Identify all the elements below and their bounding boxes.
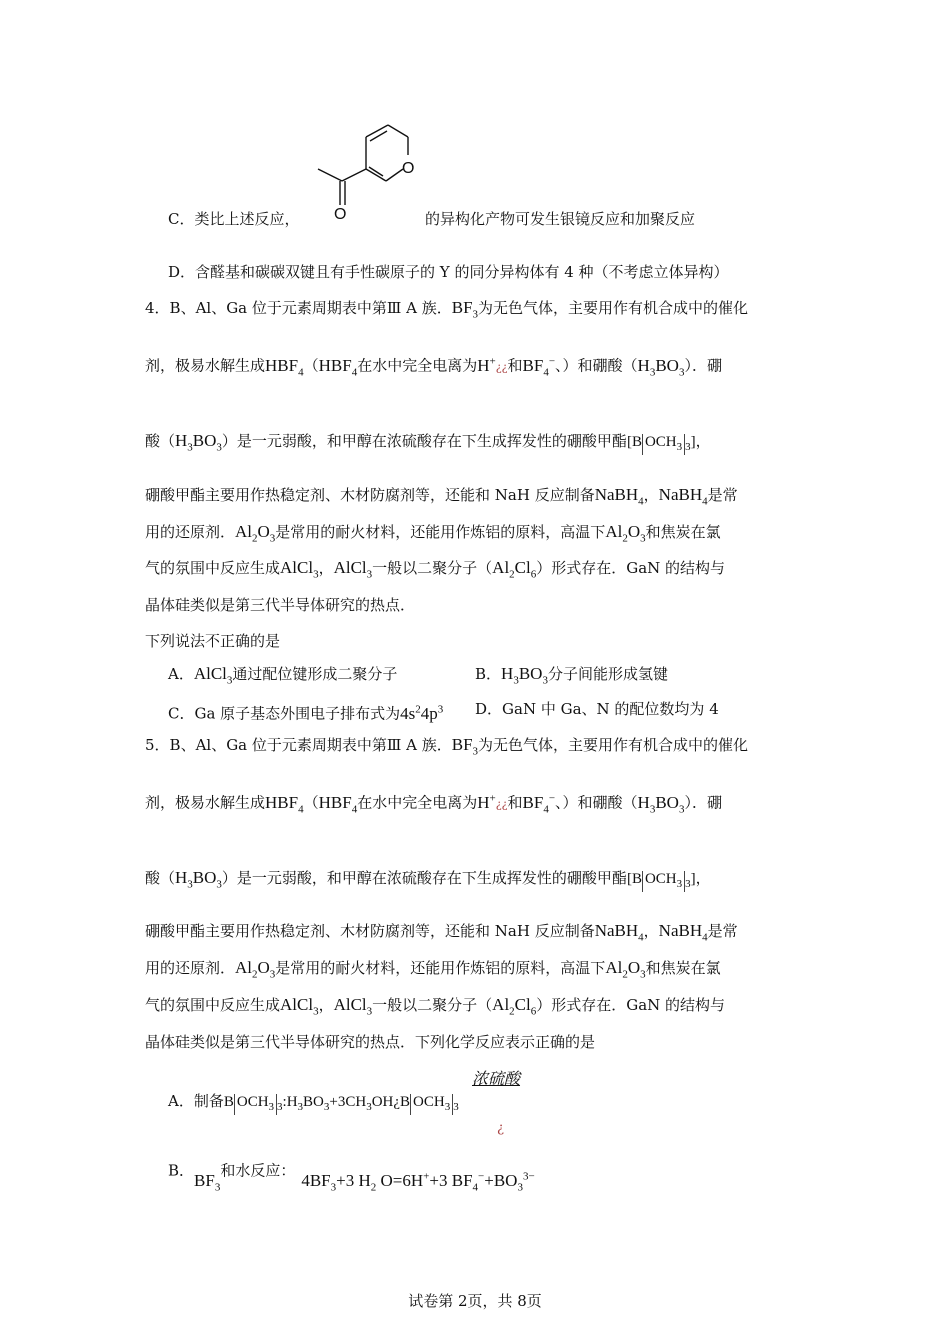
option-d: D．含醛基和碳碳双键且有手性碳原子的 Y 的同分异构体有 4 种（不考虑立体异构） bbox=[168, 263, 729, 281]
q4-line-6: 气的氛围中反应生成AlCl$_3$，AlCl$_3$一般以二聚分子$(Al_2Cl_6)$形式存在．GaN 的结构与 bbox=[145, 558, 726, 581]
ring-oxygen: O bbox=[402, 160, 415, 177]
q5-line-1: 5．B、Al、Ga 位于元素周期表中第Ⅲ A 族．$BF_3$为无色气体，主要用作有机合成中的催化 bbox=[145, 735, 749, 758]
q5-line-2: 剂，极易水解生成$HBF_4(HBF_4$在水中完全电离为H+¿¿和$BF_4^-$、）和硼酸$(H_3BO_3)$．硼 bbox=[145, 792, 722, 816]
q4-line-4: 硼酸甲酯主要用作热稳定剂、木材防腐剂等，还能和 NaH 反应制备NaBH$_4$，NaBH$_4$是常 bbox=[145, 485, 738, 508]
q4-option-c: C．Ga 原子基态外围电子排布式为$4s^24p^3$ bbox=[168, 703, 444, 723]
option-c-tail: 的异构化产物可发生银镜反应和加聚反应 bbox=[425, 210, 696, 228]
q4-line-5: 用的还原剂．$Al_2O_3$是常用的耐火材料，还能用作炼铝的原料，高温下$Al_2O_3$和焦炭在氯 bbox=[145, 522, 721, 545]
pyran-ketone-structure bbox=[300, 115, 440, 225]
q4-stem: 下列说法不正确的是 bbox=[145, 632, 281, 650]
q5-line-7: 晶体硅类似是第三代半导体研究的热点．下列化学反应表示正确的是 bbox=[145, 1033, 596, 1051]
q4-line-2: 剂，极易水解生成$HBF_4(HBF_4$在水中完全电离为H+¿¿和$BF_4^-$、）和硼酸$(H_3BO_3)$．硼 bbox=[145, 355, 722, 379]
q5-option-a: A．制备B $OCH_3$ $_3:H_3BO_3+3CH_3OH¿B$ $OCH_3$ $_3$ bbox=[168, 1092, 459, 1113]
carbonyl-oxygen: O bbox=[334, 206, 347, 223]
q5-line-4: 硼酸甲酯主要用作热稳定剂、木材防腐剂等，还能和 NaH 反应制备NaBH$_4$，NaBH$_4$是常 bbox=[145, 921, 738, 944]
reaction-condition: 浓硫酸 bbox=[472, 1069, 521, 1088]
q4-line-1: 4．B、Al、Ga 位于元素周期表中第Ⅲ A 族．$BF_3$为无色气体，主要用作有机合成中的催化 bbox=[145, 298, 749, 321]
q5-line-3: 酸$(H_3BO_3)$是一元弱酸，和甲醇在浓硫酸存在下生成挥发性的硼酸甲酯[B $OCH_3$ $_3$]， bbox=[145, 868, 711, 891]
q5-line-5: 用的还原剂．$Al_2O_3$是常用的耐火材料，还能用作炼铝的原料，高温下$Al_2O_3$和焦炭在氯 bbox=[145, 958, 721, 981]
option-c: C．类比上述反应， bbox=[168, 210, 300, 228]
q4-line-3: 酸$(H_3BO_3)$是一元弱酸，和甲醇在浓硫酸存在下生成挥发性的硼酸甲酯[B $OCH_3$ $_3$]， bbox=[145, 431, 711, 454]
q5-line-6: 气的氛围中反应生成AlCl$_3$，AlCl$_3$一般以二聚分子$(Al_2Cl_6)$形式存在．GaN 的结构与 bbox=[145, 995, 726, 1018]
q4-line-7: 晶体硅类似是第三代半导体研究的热点． bbox=[145, 596, 416, 614]
q4-option-b: B．$H_3BO_3$分子间能形成氢键 bbox=[475, 664, 668, 687]
page-number: 试卷第 2页，共 8页 bbox=[408, 1292, 542, 1310]
q4-option-a: A．AlCl$_3$通过配位键形成二聚分子 bbox=[168, 664, 398, 687]
q5-option-b: B．$BF_3$和水反应： $4BF_3+3$ $H_2$ O=6H++3 $BF_4^-+BO_3^{3-}$ bbox=[168, 1161, 535, 1194]
reaction-mark: ¿ bbox=[497, 1121, 504, 1136]
q4-option-d: D．GaN 中 Ga、N 的配位数均为 4 bbox=[475, 700, 719, 718]
